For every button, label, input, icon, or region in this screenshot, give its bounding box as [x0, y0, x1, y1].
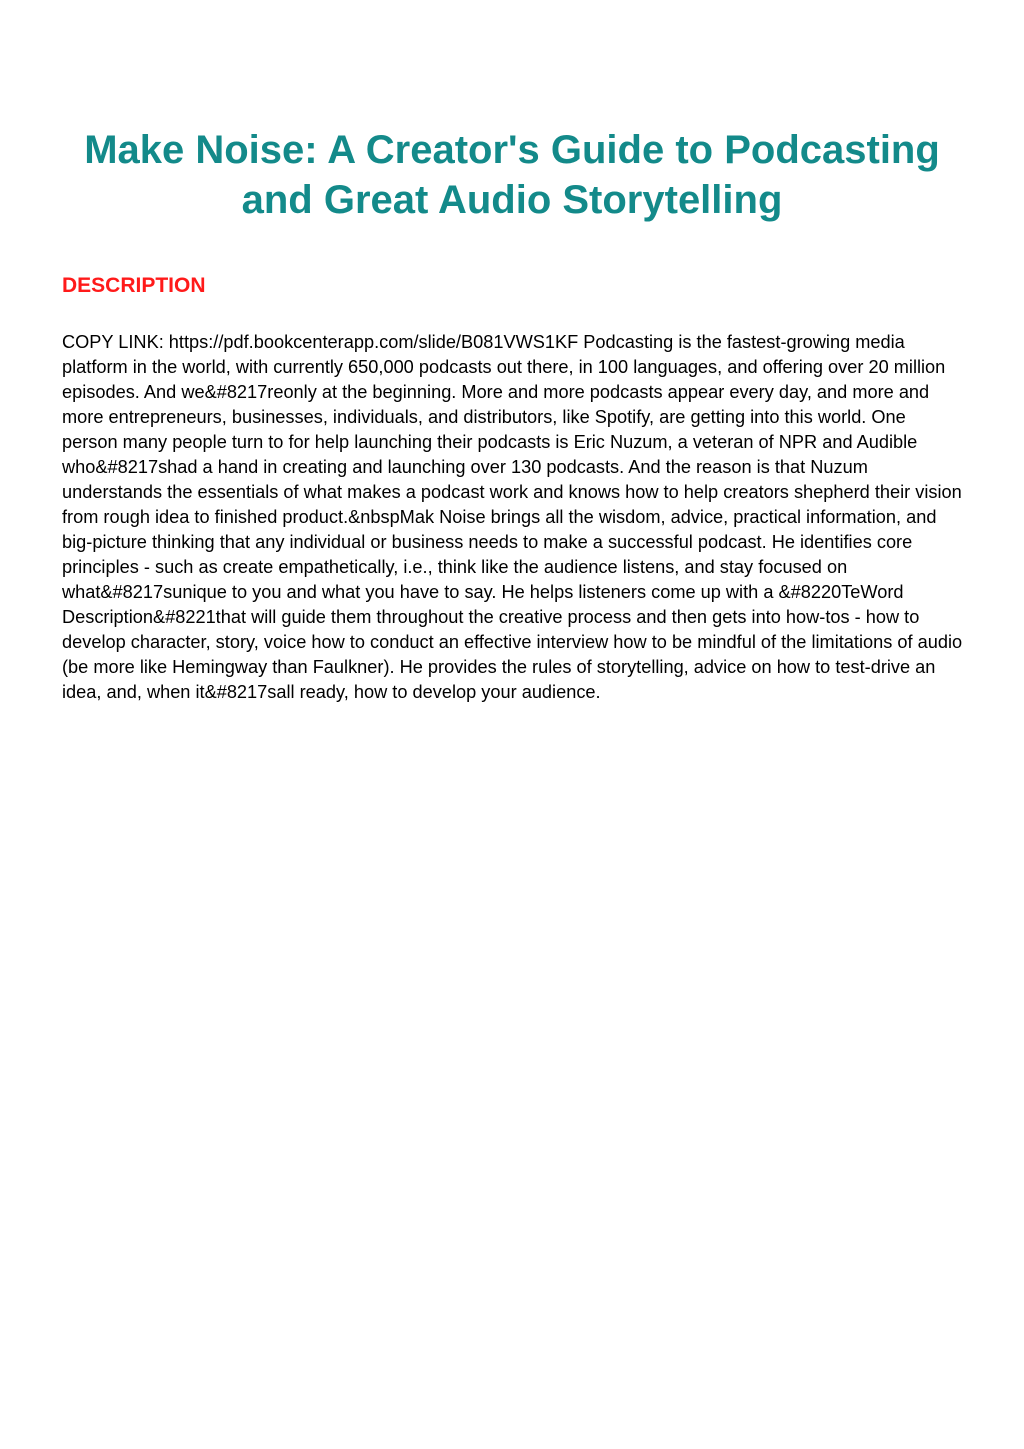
description-body: COPY LINK: https://pdf.bookcenterapp.com/slide/B081VWS1KF Podcasting is the fastest-growing media platform in the world, with currently 650,000 podcasts out there, in 100 languages, and offering over 20 million episodes. And we&#8217reonly at the beginning. More and more podcasts appear every day, and more and more entrepreneurs, businesses, individuals, and distributors, like Spotify, are getting into this world. One person many people turn to for help launching their podcasts is Eric Nuzum, a veteran of NPR and Audible who&#8217shad a hand in creating and launching over 130 podcasts. And the reason is that Nuzum understands the essentials of what makes a podcast work and knows how to help creators shepherd their vision from rough idea to finished product.&nbspMak Noise brings all the wisdom, advice, practical information, and big-picture thinking that any individual or business needs to make a successful podcast. He identifies core principles - such as create empathetically, i.e., think like the audience listens, and stay focused on what&#8217sunique to you and what you have to say. He helps listeners come up with a &#8220TeWord Description&#8221that will guide them throughout the creative process and then gets into how-tos - how to develop character, story, voice how to conduct an effective interview how to be mindful of the limitations of audio (be more like Hemingway than Faulkner). He provides the rules of storytelling, advice on how to test-drive an idea, and, when it&#8217sall ready, how to develop your audience.	[62, 332, 963, 702]
document-title: Make Noise: A Creator's Guide to Podcasting and Great Audio Storytelling	[84, 128, 940, 222]
section-heading-description: DESCRIPTION	[62, 274, 206, 297]
